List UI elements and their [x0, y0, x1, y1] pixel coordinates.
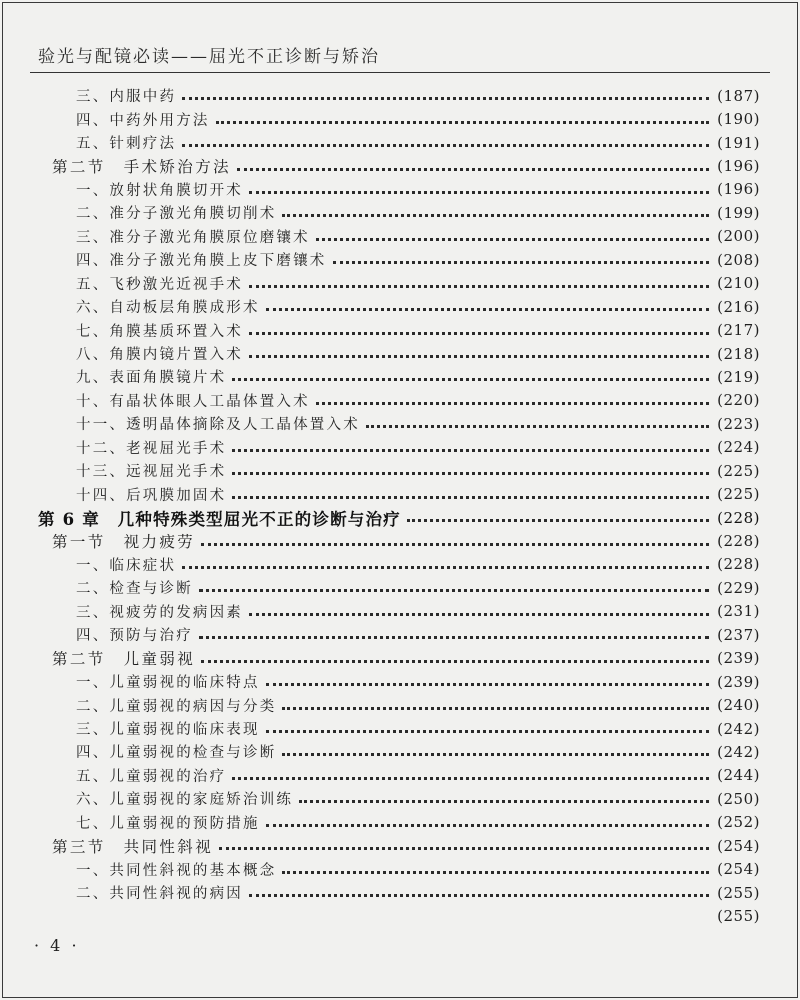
- dot-leader: [249, 613, 709, 616]
- toc-section-row: [0, 647, 800, 670]
- toc-entry-page: (220): [717, 391, 760, 410]
- dot-leader: [232, 449, 709, 452]
- toc-entry-title: 四、中药外用方法: [76, 112, 210, 129]
- dot-leader: [299, 800, 709, 803]
- toc-entry-page: (240): [717, 696, 760, 715]
- toc-item-row: [0, 342, 800, 365]
- toc-item-row: [0, 693, 800, 716]
- toc-entry-page: (242): [717, 719, 760, 738]
- dot-leader: [282, 214, 709, 217]
- toc-section-row: [0, 529, 800, 552]
- toc-item-row: [0, 811, 800, 834]
- toc-chapter-row: [0, 506, 800, 529]
- toc-item-row: [0, 459, 800, 482]
- toc-item-row: [0, 436, 800, 459]
- toc-continuation-row: [0, 904, 800, 927]
- dot-leader: [249, 191, 709, 194]
- dot-leader: [232, 472, 709, 475]
- toc-entry-title: 二、儿童弱视的病因与分类: [76, 698, 277, 715]
- dot-leader: [201, 660, 709, 663]
- toc-entry-title: 一、临床症状: [76, 557, 177, 574]
- dot-leader: [199, 636, 709, 639]
- toc-item-row: [0, 623, 800, 646]
- toc-entry-page: (200): [717, 227, 760, 246]
- toc-item-row: [0, 857, 800, 880]
- toc-entry-page: (254): [717, 860, 760, 879]
- toc-item-row: [0, 318, 800, 341]
- dot-leader: [249, 894, 709, 897]
- toc-entry-title: 十三、远视屈光手术: [76, 464, 227, 481]
- toc-entry-page: (252): [717, 813, 760, 832]
- toc-entry-title: 第二节 手术矫治方法: [52, 158, 232, 177]
- toc-item-row: [0, 365, 800, 388]
- toc-section-row: [0, 834, 800, 857]
- toc-entry-page: (208): [717, 250, 760, 269]
- toc-entry-page: (225): [717, 485, 760, 504]
- dot-leader: [237, 168, 709, 171]
- toc-entry-page: (225): [717, 461, 760, 480]
- toc-entry-page: (218): [717, 344, 760, 363]
- dot-leader: [249, 332, 709, 335]
- toc-entry-page: (224): [717, 438, 760, 457]
- dot-leader: [282, 871, 709, 874]
- dot-leader: [366, 425, 709, 428]
- dot-leader: [216, 121, 710, 124]
- toc-entry-page: (196): [717, 180, 760, 199]
- toc-item-row: [0, 84, 800, 107]
- dot-leader: [182, 566, 709, 569]
- header-rule: [30, 72, 770, 73]
- toc-entry-page: (187): [717, 86, 760, 105]
- toc-item-row: [0, 553, 800, 576]
- toc-item-row: [0, 881, 800, 904]
- toc-entry-title: 一、共同性斜视的基本概念: [76, 862, 277, 879]
- toc-item-row: [0, 670, 800, 693]
- toc-entry-title: 十一、透明晶体摘除及人工晶体置入术: [76, 417, 360, 434]
- toc-entry-page: (250): [717, 789, 760, 808]
- toc-entry-title: 七、儿童弱视的预防措施: [76, 815, 260, 832]
- toc-entry-page: (237): [717, 625, 760, 644]
- toc-entry-page: (239): [717, 649, 760, 668]
- toc-entry-title: 一、儿童弱视的临床特点: [76, 675, 260, 692]
- toc-entry-title: 三、视疲劳的发病因素: [76, 604, 243, 621]
- toc-entry-title: 六、儿童弱视的家庭矫治训练: [76, 792, 294, 809]
- toc-entry-page: (242): [717, 742, 760, 761]
- toc-entry-title: 四、儿童弱视的检查与诊断: [76, 745, 277, 762]
- toc-item-row: [0, 248, 800, 271]
- dot-leader: [201, 543, 709, 546]
- toc-item-row: [0, 225, 800, 248]
- toc-entry-page: (217): [717, 321, 760, 340]
- dot-leader: [266, 683, 709, 686]
- dot-leader: [199, 589, 709, 592]
- toc-entry-title: 二、检查与诊断: [76, 581, 193, 598]
- toc-entry-page: (255): [717, 883, 760, 902]
- toc-entry-page: (199): [717, 203, 760, 222]
- toc-item-row: [0, 389, 800, 412]
- dot-leader: [249, 285, 709, 288]
- toc-item-row: [0, 600, 800, 623]
- dot-leader: [282, 707, 709, 710]
- toc-item-row: [0, 295, 800, 318]
- toc-entry-page: (239): [717, 672, 760, 691]
- dot-leader: [182, 144, 709, 147]
- toc-entry-title: 二、共同性斜视的病因: [76, 886, 243, 903]
- toc-item-row: [0, 178, 800, 201]
- toc-entry-page: (216): [717, 297, 760, 316]
- dot-leader: [182, 97, 709, 100]
- toc-entry-page: (254): [717, 836, 760, 855]
- toc-item-row: [0, 717, 800, 740]
- toc-entry-page: (196): [717, 157, 760, 176]
- toc-entry-page: (229): [717, 578, 760, 597]
- toc-entry-title: 第三节 共同性斜视: [52, 837, 214, 856]
- toc-entry-title: 十四、后巩膜加固术: [76, 487, 227, 504]
- dot-leader: [266, 308, 709, 311]
- toc-item-row: [0, 412, 800, 435]
- toc-entry-title: 三、内服中药: [76, 89, 177, 106]
- dot-leader: [333, 261, 710, 264]
- toc-item-row: [0, 482, 800, 505]
- toc-entry-page: (255): [717, 907, 760, 926]
- dot-leader: [316, 402, 709, 405]
- dot-leader: [219, 847, 709, 850]
- toc-item-row: [0, 131, 800, 154]
- toc-entry-title: 十、有晶状体眼人工晶体置入术: [76, 393, 310, 410]
- toc-entry-title: 五、儿童弱视的治疗: [76, 768, 227, 785]
- toc-item-row: [0, 787, 800, 810]
- toc-entry-title: 第二节 儿童弱视: [52, 650, 196, 669]
- toc-entry-title: 五、飞秒激光近视手术: [76, 276, 243, 293]
- toc-item-row: [0, 740, 800, 763]
- toc-item-row: [0, 107, 800, 130]
- toc-entry-page: (191): [717, 133, 760, 152]
- toc-entry-title: 五、针刺疗法: [76, 136, 177, 153]
- table-of-contents: [0, 84, 800, 928]
- dot-leader: [232, 777, 709, 780]
- running-header: 验光与配镜必读——屈光不正诊断与矫治: [38, 47, 380, 67]
- toc-entry-title: 一、放射状角膜切开术: [76, 182, 243, 199]
- toc-entry-page: (244): [717, 766, 760, 785]
- toc-entry-page: (228): [717, 532, 760, 551]
- dot-leader: [232, 378, 709, 381]
- page-number: · 4 ·: [34, 936, 80, 955]
- toc-entry-title: 第一节 视力疲劳: [52, 533, 196, 552]
- dot-leader: [266, 730, 709, 733]
- toc-entry-title: 二、准分子激光角膜切削术: [76, 206, 277, 223]
- toc-entry-page: (210): [717, 274, 760, 293]
- toc-entry-title: 四、准分子激光角膜上皮下磨镶术: [76, 253, 327, 270]
- toc-entry-page: (223): [717, 414, 760, 433]
- dot-leader: [316, 238, 709, 241]
- toc-entry-title: 三、准分子激光角膜原位磨镶术: [76, 229, 310, 246]
- toc-entry-title: 九、表面角膜镜片术: [76, 370, 227, 387]
- toc-entry-title: 四、预防与治疗: [76, 628, 193, 645]
- dot-leader: [249, 355, 709, 358]
- toc-section-row: [0, 154, 800, 177]
- toc-entry-title: 三、儿童弱视的临床表现: [76, 722, 260, 739]
- toc-entry-page: (190): [717, 110, 760, 129]
- dot-leader: [407, 519, 709, 522]
- toc-entry-page: (231): [717, 602, 760, 621]
- toc-entry-page: (228): [717, 555, 760, 574]
- toc-entry-title: 第 6 章 几种特殊类型屈光不正的诊断与治疗: [38, 509, 401, 529]
- toc-entry-page: (219): [717, 367, 760, 386]
- dot-leader: [282, 753, 709, 756]
- toc-entry-page: (228): [717, 508, 760, 527]
- toc-entry-title: 七、角膜基质环置入术: [76, 323, 243, 340]
- toc-entry-title: 十二、老视屈光手术: [76, 440, 227, 457]
- toc-item-row: [0, 764, 800, 787]
- toc-item-row: [0, 272, 800, 295]
- toc-item-row: [0, 201, 800, 224]
- toc-item-row: [0, 576, 800, 599]
- dot-leader: [232, 496, 709, 499]
- dot-leader: [266, 824, 709, 827]
- toc-entry-title: 八、角膜内镜片置入术: [76, 347, 243, 364]
- toc-entry-title: 六、自动板层角膜成形术: [76, 300, 260, 317]
